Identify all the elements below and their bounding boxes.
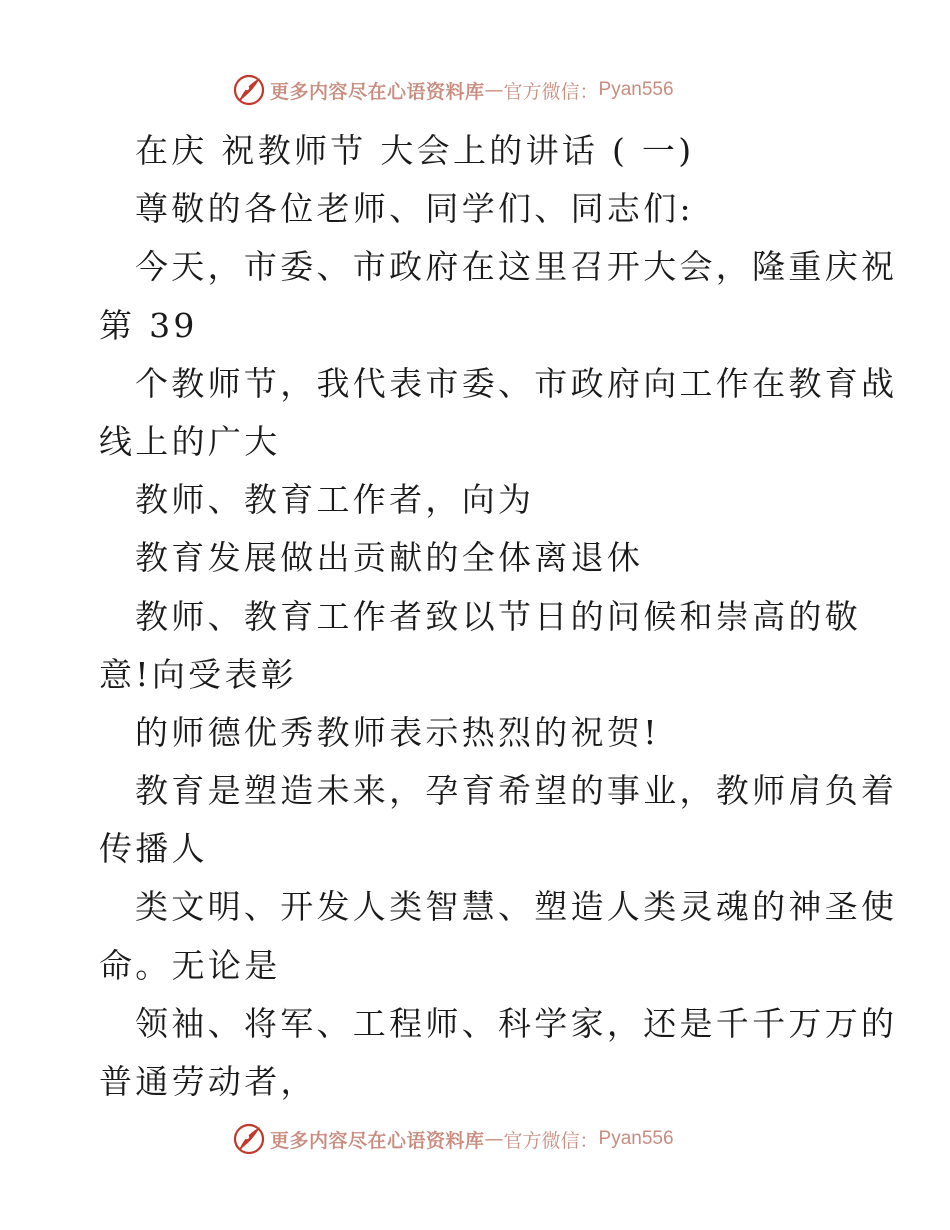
text-line: 领袖、将军、工程师、科学家，还是千千万万的 <box>135 1003 898 1043</box>
text-line: 教育是塑造未来，孕育希望的事业，教师肩负着 <box>135 771 898 811</box>
text-line: 教育发展做出贡献的全体离退休 <box>135 538 644 578</box>
text-line: 的师德优秀教师表示热烈的祝贺! <box>135 712 660 752</box>
watermark-wechat-id: Pyan556 <box>598 1128 674 1149</box>
header-watermark <box>232 70 712 110</box>
text-line: 类文明、开发人类智慧、塑造人类灵魂的神圣使 <box>135 887 898 927</box>
text-line: 今天，市委、市政府在这里召开大会，隆重庆祝 <box>135 247 898 287</box>
watermark-text: 更多内容尽在心语资料库 <box>270 80 485 103</box>
watermark-dash: — <box>484 79 504 101</box>
text-line: 意!向受表彰 <box>99 654 298 694</box>
document-body <box>99 122 898 1111</box>
speech-title: 在庆 祝教师节 大会上的讲话 ( 一) <box>135 131 695 170</box>
text-line: 第 39 <box>99 305 198 345</box>
watermark-wechat-label: 官方微信： <box>503 1129 599 1152</box>
text-line: 普通劳动者， <box>99 1062 317 1101</box>
footer-watermark <box>232 1119 712 1159</box>
watermark-wechat-label: 官方微信： <box>503 80 599 103</box>
text-line: 传播人 <box>99 829 208 869</box>
text-line: 个教师节，我代表市委、市政府向工作在教育战 <box>135 363 898 403</box>
text-line: 教师、教育工作者，向为 <box>135 480 535 520</box>
salutation: 尊敬的各位老师、同学们、同志们: <box>135 189 694 229</box>
text-line: 线上的广大 <box>99 421 281 461</box>
watermark-text: 更多内容尽在心语资料库 <box>270 1129 485 1152</box>
quill-seal-icon <box>232 1122 266 1156</box>
watermark-wechat-id: Pyan556 <box>598 79 674 100</box>
watermark-dash: — <box>484 1128 504 1150</box>
text-line: 教师、教育工作者致以节日的问候和崇高的敬 <box>135 596 861 636</box>
text-line: 命。无论是 <box>99 945 281 985</box>
quill-seal-icon <box>232 73 266 107</box>
